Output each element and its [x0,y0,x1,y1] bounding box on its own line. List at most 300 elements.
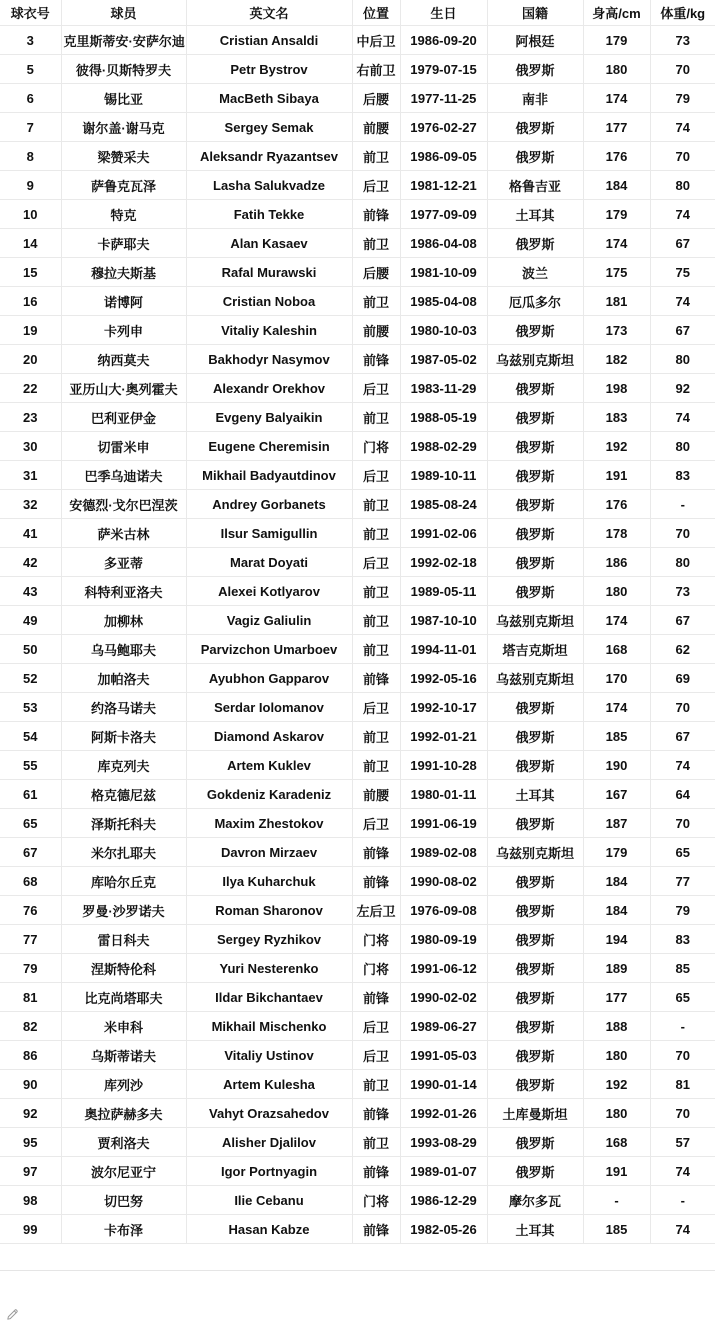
cell-position: 后卫 [352,461,400,490]
cell-jersey-number: 31 [0,461,61,490]
cell-position: 前腰 [352,780,400,809]
cell-player-name-cn: 加柳林 [61,606,186,635]
cell-nationality: 俄罗斯 [487,693,583,722]
cell-height-cm: 184 [583,867,650,896]
cell-jersey-number: 68 [0,867,61,896]
table-row [0,84,715,113]
cell-nationality: 土库曼斯坦 [487,1099,583,1128]
cell-weight-kg: - [650,490,715,519]
table-row [0,142,715,171]
cell-position: 门将 [352,432,400,461]
cell-weight-kg: 74 [650,1215,715,1244]
cell-player-name-en: Aleksandr Ryazantsev [186,142,352,171]
cell-player-name-en: Fatih Tekke [186,200,352,229]
cell-player-name-en: Alan Kasaev [186,229,352,258]
cell-weight-kg: 64 [650,780,715,809]
table-row [0,374,715,403]
cell-player-name-en: Maxim Zhestokov [186,809,352,838]
cell-birthday: 1989-05-11 [400,577,487,606]
bottom-divider [0,1270,715,1271]
header-player-name-cn: 球员 [61,0,186,26]
cell-jersey-number: 53 [0,693,61,722]
cell-weight-kg: 79 [650,84,715,113]
cell-height-cm: 176 [583,142,650,171]
cell-height-cm: 177 [583,113,650,142]
cell-player-name-en: Marat Doyati [186,548,352,577]
cell-jersey-number: 79 [0,954,61,983]
cell-position: 前锋 [352,200,400,229]
cell-jersey-number: 50 [0,635,61,664]
cell-player-name-cn: 贾利洛夫 [61,1128,186,1157]
cell-nationality: 土耳其 [487,1215,583,1244]
cell-player-name-cn: 约洛马诺夫 [61,693,186,722]
cell-nationality: 俄罗斯 [487,519,583,548]
cell-jersey-number: 82 [0,1012,61,1041]
cell-jersey-number: 43 [0,577,61,606]
cell-jersey-number: 77 [0,925,61,954]
cell-height-cm: 185 [583,722,650,751]
cell-birthday: 1980-01-11 [400,780,487,809]
cell-birthday: 1986-04-08 [400,229,487,258]
cell-birthday: 1992-01-26 [400,1099,487,1128]
cell-weight-kg: 74 [650,1157,715,1186]
cell-jersey-number: 90 [0,1070,61,1099]
cell-player-name-en: Serdar Iolomanov [186,693,352,722]
cell-height-cm: 177 [583,983,650,1012]
table-row [0,954,715,983]
cell-jersey-number: 3 [0,26,61,55]
cell-birthday: 1991-06-12 [400,954,487,983]
header-nationality: 国籍 [487,0,583,26]
cell-position: 门将 [352,1186,400,1215]
cell-birthday: 1992-02-18 [400,548,487,577]
table-row [0,490,715,519]
cell-player-name-cn: 奥拉萨赫多夫 [61,1099,186,1128]
cell-jersey-number: 15 [0,258,61,287]
cell-player-name-en: Lasha Salukvadze [186,171,352,200]
cell-player-name-cn: 穆拉夫斯基 [61,258,186,287]
cell-jersey-number: 22 [0,374,61,403]
cell-player-name-en: Vitaliy Ustinov [186,1041,352,1070]
cell-weight-kg: 69 [650,664,715,693]
cell-birthday: 1989-02-08 [400,838,487,867]
cell-weight-kg: 73 [650,577,715,606]
cell-birthday: 1992-01-21 [400,722,487,751]
cell-player-name-cn: 卡萨耶夫 [61,229,186,258]
cell-player-name-en: Sergey Semak [186,113,352,142]
cell-birthday: 1980-10-03 [400,316,487,345]
cell-jersey-number: 23 [0,403,61,432]
cell-nationality: 阿根廷 [487,26,583,55]
cell-position: 前卫 [352,519,400,548]
cell-nationality: 俄罗斯 [487,461,583,490]
cell-player-name-en: Igor Portnyagin [186,1157,352,1186]
cell-weight-kg: 74 [650,113,715,142]
cell-jersey-number: 65 [0,809,61,838]
cell-jersey-number: 76 [0,896,61,925]
cell-weight-kg: 83 [650,925,715,954]
table-row [0,432,715,461]
cell-birthday: 1994-11-01 [400,635,487,664]
cell-jersey-number: 95 [0,1128,61,1157]
cell-nationality: 俄罗斯 [487,432,583,461]
cell-jersey-number: 67 [0,838,61,867]
cell-weight-kg: 85 [650,954,715,983]
cell-jersey-number: 97 [0,1157,61,1186]
cell-birthday: 1989-06-27 [400,1012,487,1041]
header-position: 位置 [352,0,400,26]
cell-height-cm: 188 [583,1012,650,1041]
cell-weight-kg: 83 [650,461,715,490]
cell-height-cm: 191 [583,461,650,490]
cell-height-cm: 175 [583,258,650,287]
cell-player-name-en: Artem Kulesha [186,1070,352,1099]
cell-weight-kg: 74 [650,200,715,229]
cell-player-name-cn: 萨鲁克瓦泽 [61,171,186,200]
cell-birthday: 1987-10-10 [400,606,487,635]
header-weight-kg: 体重/kg [650,0,715,26]
cell-jersey-number: 41 [0,519,61,548]
cell-jersey-number: 54 [0,722,61,751]
cell-jersey-number: 52 [0,664,61,693]
cell-weight-kg: 70 [650,55,715,84]
header-row [0,0,715,26]
cell-height-cm: - [583,1186,650,1215]
cell-player-name-cn: 亚历山大·奥列霍夫 [61,374,186,403]
cell-weight-kg: 80 [650,432,715,461]
cell-player-name-en: Rafal Murawski [186,258,352,287]
cell-position: 前腰 [352,316,400,345]
cell-height-cm: 179 [583,838,650,867]
cell-position: 后卫 [352,693,400,722]
cell-birthday: 1983-11-29 [400,374,487,403]
cell-birthday: 1976-09-08 [400,896,487,925]
cell-position: 前锋 [352,664,400,693]
cell-birthday: 1991-10-28 [400,751,487,780]
cell-height-cm: 174 [583,229,650,258]
cell-player-name-cn: 诺博阿 [61,287,186,316]
table-row [0,1157,715,1186]
cell-player-name-en: Eugene Cheremisin [186,432,352,461]
cell-jersey-number: 49 [0,606,61,635]
cell-player-name-cn: 特克 [61,200,186,229]
cell-player-name-cn: 库列沙 [61,1070,186,1099]
cell-height-cm: 170 [583,664,650,693]
cell-jersey-number: 14 [0,229,61,258]
cell-weight-kg: 70 [650,142,715,171]
table-row [0,1186,715,1215]
cell-player-name-cn: 萨米古林 [61,519,186,548]
table-row [0,113,715,142]
cell-birthday: 1990-01-14 [400,1070,487,1099]
cell-birthday: 1985-08-24 [400,490,487,519]
cell-jersey-number: 30 [0,432,61,461]
cell-birthday: 1977-11-25 [400,84,487,113]
table-row [0,1215,715,1244]
cell-nationality: 南非 [487,84,583,113]
cell-nationality: 俄罗斯 [487,229,583,258]
cell-weight-kg: 92 [650,374,715,403]
cell-jersey-number: 20 [0,345,61,374]
cell-player-name-en: Ildar Bikchantaev [186,983,352,1012]
cell-player-name-cn: 乌斯蒂诺夫 [61,1041,186,1070]
cell-player-name-cn: 库克列夫 [61,751,186,780]
cell-jersey-number: 92 [0,1099,61,1128]
cell-player-name-cn: 比克尚塔耶夫 [61,983,186,1012]
cell-birthday: 1979-07-15 [400,55,487,84]
table-row [0,722,715,751]
cell-player-name-cn: 纳西莫夫 [61,345,186,374]
table-row [0,664,715,693]
cell-nationality: 俄罗斯 [487,403,583,432]
cell-player-name-en: Yuri Nesterenko [186,954,352,983]
cell-nationality: 俄罗斯 [487,896,583,925]
cell-position: 门将 [352,954,400,983]
cell-weight-kg: 57 [650,1128,715,1157]
cell-weight-kg: 67 [650,722,715,751]
roster-table-body [0,26,715,1244]
cell-birthday: 1989-10-11 [400,461,487,490]
cell-birthday: 1990-08-02 [400,867,487,896]
cell-height-cm: 178 [583,519,650,548]
cell-weight-kg: - [650,1012,715,1041]
table-row [0,345,715,374]
cell-player-name-en: Bakhodyr Nasymov [186,345,352,374]
cell-birthday: 1988-02-29 [400,432,487,461]
cell-weight-kg: - [650,1186,715,1215]
cell-birthday: 1986-09-05 [400,142,487,171]
cell-player-name-en: Ayubhon Gapparov [186,664,352,693]
table-row [0,983,715,1012]
cell-nationality: 乌兹别克斯坦 [487,664,583,693]
cell-player-name-en: Alexei Kotlyarov [186,577,352,606]
cell-nationality: 乌兹别克斯坦 [487,838,583,867]
cell-position: 后卫 [352,1041,400,1070]
cell-nationality: 俄罗斯 [487,142,583,171]
table-row [0,316,715,345]
cell-player-name-en: MacBeth Sibaya [186,84,352,113]
cell-height-cm: 198 [583,374,650,403]
cell-jersey-number: 32 [0,490,61,519]
cell-height-cm: 184 [583,896,650,925]
cell-nationality: 厄瓜多尔 [487,287,583,316]
cell-nationality: 俄罗斯 [487,983,583,1012]
cell-nationality: 俄罗斯 [487,954,583,983]
cell-birthday: 1990-02-02 [400,983,487,1012]
cell-birthday: 1988-05-19 [400,403,487,432]
cell-height-cm: 168 [583,635,650,664]
cell-weight-kg: 70 [650,519,715,548]
table-row [0,1041,715,1070]
cell-nationality: 波兰 [487,258,583,287]
header-birthday: 生日 [400,0,487,26]
cell-position: 后卫 [352,809,400,838]
cell-position: 前卫 [352,577,400,606]
cell-jersey-number: 7 [0,113,61,142]
cell-nationality: 俄罗斯 [487,722,583,751]
cell-height-cm: 173 [583,316,650,345]
cell-jersey-number: 6 [0,84,61,113]
table-row [0,577,715,606]
cell-nationality: 俄罗斯 [487,809,583,838]
cell-player-name-en: Ilie Cebanu [186,1186,352,1215]
cell-player-name-cn: 卡列申 [61,316,186,345]
cell-weight-kg: 70 [650,693,715,722]
cell-position: 后卫 [352,374,400,403]
table-row [0,896,715,925]
cell-birthday: 1976-02-27 [400,113,487,142]
cell-weight-kg: 70 [650,1099,715,1128]
cell-height-cm: 183 [583,403,650,432]
cell-player-name-cn: 波尔尼亚宁 [61,1157,186,1186]
cell-weight-kg: 80 [650,548,715,577]
cell-birthday: 1992-05-16 [400,664,487,693]
cell-nationality: 俄罗斯 [487,1012,583,1041]
cell-birthday: 1986-12-29 [400,1186,487,1215]
cell-position: 前卫 [352,751,400,780]
cell-player-name-cn: 多亚蒂 [61,548,186,577]
cell-height-cm: 192 [583,1070,650,1099]
cell-birthday: 1991-05-03 [400,1041,487,1070]
table-row [0,55,715,84]
cell-player-name-cn: 巴利亚伊金 [61,403,186,432]
cell-nationality: 俄罗斯 [487,1070,583,1099]
cell-player-name-en: Mikhail Mischenko [186,1012,352,1041]
cell-jersey-number: 61 [0,780,61,809]
cell-player-name-cn: 格克德尼兹 [61,780,186,809]
cell-position: 后卫 [352,1012,400,1041]
table-row [0,548,715,577]
cell-player-name-en: Mikhail Badyautdinov [186,461,352,490]
cell-height-cm: 192 [583,432,650,461]
table-row [0,925,715,954]
cell-position: 前卫 [352,722,400,751]
cell-jersey-number: 8 [0,142,61,171]
header-player-name-en: 英文名 [186,0,352,26]
cell-jersey-number: 5 [0,55,61,84]
cell-player-name-en: Alexandr Orekhov [186,374,352,403]
cell-position: 前锋 [352,867,400,896]
table-row [0,519,715,548]
cell-position: 左后卫 [352,896,400,925]
cell-player-name-en: Ilya Kuharchuk [186,867,352,896]
table-row [0,403,715,432]
table-row [0,200,715,229]
cell-player-name-cn: 库哈尔丘克 [61,867,186,896]
table-row [0,26,715,55]
cell-player-name-cn: 梁赞采夫 [61,142,186,171]
cell-jersey-number: 81 [0,983,61,1012]
cell-nationality: 俄罗斯 [487,548,583,577]
table-row [0,1099,715,1128]
cell-weight-kg: 80 [650,171,715,200]
table-row [0,1128,715,1157]
cell-player-name-en: Ilsur Samigullin [186,519,352,548]
cell-height-cm: 179 [583,200,650,229]
cell-height-cm: 167 [583,780,650,809]
cell-player-name-en: Vagiz Galiulin [186,606,352,635]
cell-nationality: 塔吉克斯坦 [487,635,583,664]
table-row [0,606,715,635]
cell-jersey-number: 16 [0,287,61,316]
cell-position: 前卫 [352,635,400,664]
cell-nationality: 乌兹别克斯坦 [487,345,583,374]
cell-birthday: 1977-09-09 [400,200,487,229]
cell-weight-kg: 67 [650,316,715,345]
cell-player-name-cn: 阿斯卡洛夫 [61,722,186,751]
cell-position: 前锋 [352,345,400,374]
cell-birthday: 1992-10-17 [400,693,487,722]
cell-player-name-cn: 安德烈·戈尔巴涅茨 [61,490,186,519]
cell-player-name-cn: 米申科 [61,1012,186,1041]
cell-birthday: 1991-06-19 [400,809,487,838]
table-row [0,229,715,258]
cell-player-name-cn: 巴季乌迪诺夫 [61,461,186,490]
cell-player-name-cn: 科特利亚洛夫 [61,577,186,606]
cell-height-cm: 194 [583,925,650,954]
cell-player-name-cn: 米尔扎耶夫 [61,838,186,867]
table-row [0,461,715,490]
cell-position: 中后卫 [352,26,400,55]
cell-nationality: 乌兹别克斯坦 [487,606,583,635]
cell-height-cm: 185 [583,1215,650,1244]
cell-birthday: 1991-02-06 [400,519,487,548]
cell-player-name-cn: 涅斯特伦科 [61,954,186,983]
cell-position: 前卫 [352,287,400,316]
table-row [0,635,715,664]
cell-nationality: 俄罗斯 [487,490,583,519]
cell-nationality: 土耳其 [487,200,583,229]
table-header [0,0,715,26]
table-row [0,258,715,287]
pencil-icon[interactable] [5,1307,20,1322]
cell-nationality: 摩尔多瓦 [487,1186,583,1215]
cell-jersey-number: 9 [0,171,61,200]
cell-height-cm: 174 [583,693,650,722]
cell-nationality: 格鲁吉亚 [487,171,583,200]
cell-weight-kg: 70 [650,1041,715,1070]
cell-position: 前卫 [352,1128,400,1157]
cell-weight-kg: 67 [650,229,715,258]
cell-nationality: 土耳其 [487,780,583,809]
cell-birthday: 1982-05-26 [400,1215,487,1244]
cell-jersey-number: 42 [0,548,61,577]
cell-nationality: 俄罗斯 [487,751,583,780]
cell-jersey-number: 98 [0,1186,61,1215]
cell-player-name-en: Vahyt Orazsahedov [186,1099,352,1128]
cell-height-cm: 181 [583,287,650,316]
cell-nationality: 俄罗斯 [487,577,583,606]
cell-birthday: 1981-12-21 [400,171,487,200]
cell-weight-kg: 62 [650,635,715,664]
cell-height-cm: 186 [583,548,650,577]
cell-player-name-en: Vitaliy Kaleshin [186,316,352,345]
cell-weight-kg: 80 [650,345,715,374]
cell-weight-kg: 67 [650,606,715,635]
cell-player-name-en: Diamond Askarov [186,722,352,751]
table-row [0,867,715,896]
cell-jersey-number: 19 [0,316,61,345]
cell-position: 前卫 [352,142,400,171]
cell-height-cm: 184 [583,171,650,200]
cell-birthday: 1987-05-02 [400,345,487,374]
cell-player-name-en: Cristian Ansaldi [186,26,352,55]
cell-position: 前锋 [352,838,400,867]
cell-height-cm: 182 [583,345,650,374]
cell-player-name-cn: 卡布泽 [61,1215,186,1244]
table-row [0,1070,715,1099]
cell-birthday: 1980-09-19 [400,925,487,954]
